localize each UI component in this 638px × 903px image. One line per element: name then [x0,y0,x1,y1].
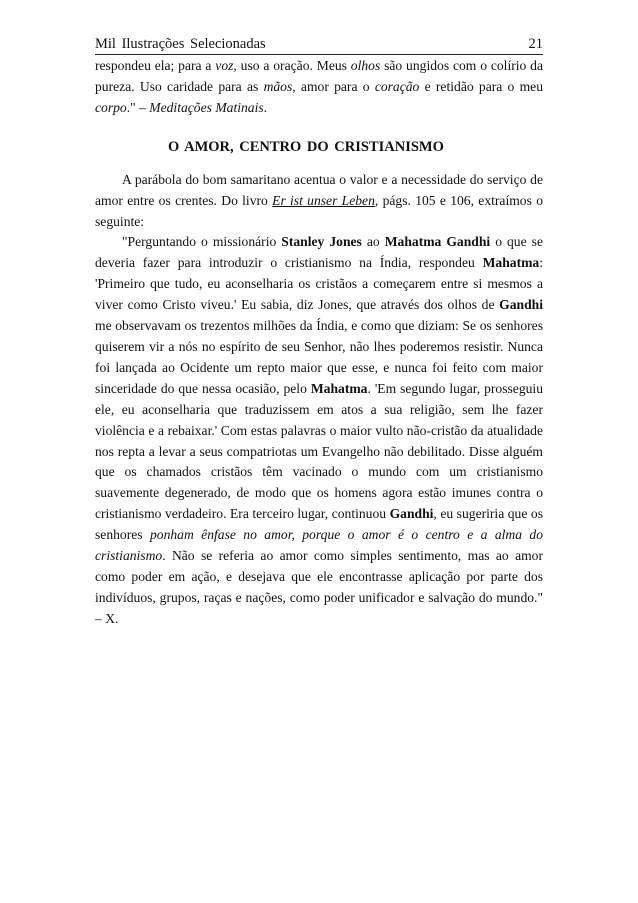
page-number: 21 [528,36,543,52]
text-run: ao [361,234,385,250]
bold-name: Gandhi [389,506,434,522]
book-reference: Er ist unser Leben [272,192,375,208]
source-citation: Meditações Matinais [149,99,264,115]
italic-phrase: ponham ênfase no amor, porque o amor é o centro e a alma do cristianismo [95,527,543,564]
text-run: ." – [126,99,150,115]
book-title: Mil Ilustrações Selecionadas [95,36,266,52]
text-run: , eu sugeriria que os senhores [95,506,543,543]
text-run: . 'Em segundo lugar, prosseguiu ele, eu aconselharia que traduzissem em atos a sua religião, sem lhe fazer violência e a rebaixar.' Com estas palavras o maior vulto não-cristão da atualidade nos repta a levar a seus compatriotas um Evangelho não debilitado. Disse alguém que os chamados cristãos têm vacinado o mundo com um cristianismo suavemente degenerado, de modo que os homens agora estão imunes contra o cristianismo verdadeiro. Era terceiro lugar, continuou [95,380,543,522]
bold-name: Stanley Jones [281,234,362,250]
text-run: . Não se referia ao amor como simples sentimento, mas ao amor como poder em ação, e desejava que ele encontrasse aplicação por parte dos indivíduos, grupos, raças e nações, como poder unificador e salvação do mundo." – X. [95,548,543,626]
bold-name: Mahatma Gandhi [384,234,491,250]
section-title: O AMOR, CENTRO DO CRISTIANISMO [168,138,444,155]
text-run: e retidão para o meu [419,78,544,94]
italic-word: voz [215,58,234,73]
text-run: , uso a oração. Meus [233,58,351,73]
text-run: : 'Primeiro que tudo, eu aconselharia os cristãos a começarem entre si mesmos a viver como Cristo viveu.' Eu sabia, diz Jones, que através dos olhos de [95,255,543,313]
text-run: "Perguntando o missionário [122,234,282,250]
bold-name: Mahatma [482,255,540,271]
italic-word: coração [374,78,420,94]
document-page [95,36,543,630]
text-run: . [263,99,268,115]
text-run: , págs. 105 e 106, extraímos o seguinte: [95,192,543,229]
italic-word: olhos [350,58,381,73]
text-run: o que se deveria fazer para introduzir o cristianismo na Índia, respondeu [95,234,543,271]
text-run: , amor para o [292,78,375,94]
italic-word: corpo [95,99,127,115]
text-run: são ungidos com o colírio da pureza. Uso caridade para as [95,58,543,94]
text-run: me observavam os trezentos milhões da Índia, e como que diziam: Se os senhores quiserem vir a nós no espírito de seu Senhor, não lhes poderemos resistir. Nunca foi lançada ao Ocidente um repto maior que esse, e nunca foi feito com maior sinceridade do que nessa ocasião, pelo [95,318,543,396]
bold-name: Mahatma [310,380,368,396]
quote-paragraph [95,232,543,629]
intro-paragraph [95,170,543,233]
bold-name: Gandhi [499,297,543,313]
text-run: respondeu ela; para a [95,58,216,73]
text-run: A parábola do bom samaritano acentua o valor e a necessidade do serviço de amor entre os crentes. Do livro [95,171,543,208]
italic-word: mãos [263,78,293,94]
running-header [95,36,543,55]
carryover-paragraph [95,56,543,119]
